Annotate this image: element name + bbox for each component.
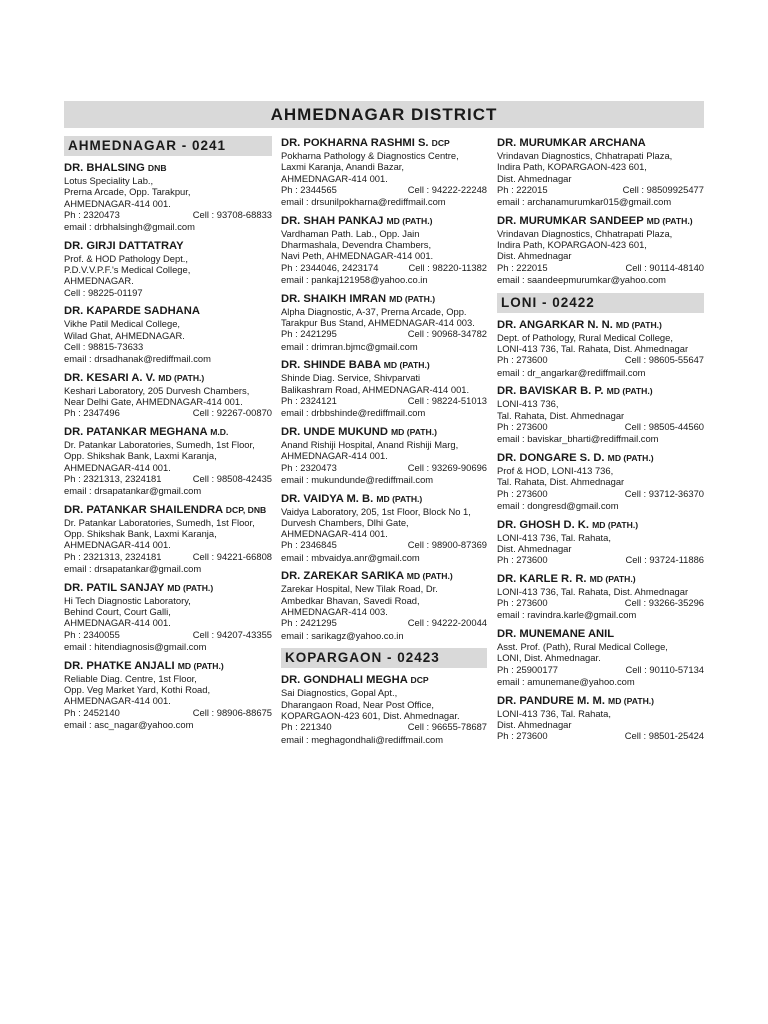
address-line: Opp. Shikshak Bank, Laxmi Karanja,	[64, 528, 217, 540]
contact-row	[281, 395, 487, 408]
doctor-name-line	[497, 384, 704, 398]
address-line: Durvesh Chambers, Dlhi Gate,	[281, 516, 409, 528]
doctor-qualification: MD (PATH.)	[589, 573, 636, 584]
directory-entry	[281, 425, 487, 487]
directory-entry	[64, 304, 272, 366]
phone-number: Ph : 222015	[497, 261, 548, 273]
cell-number: Cell : 90114-48140	[625, 261, 704, 273]
directory-entry	[281, 673, 487, 746]
doctor-qualification: MD (PATH.)	[592, 519, 639, 530]
address-line: AHMEDNAGAR-414 001.	[281, 528, 388, 540]
cell-number: Cell : 90110-57134	[625, 663, 704, 675]
directory-entry	[281, 214, 487, 287]
doctor-name-line	[281, 425, 487, 439]
doctor-name-line	[64, 659, 272, 673]
doctor-name-line	[497, 627, 704, 641]
address-line: Dist. Ahmednagar	[497, 718, 572, 730]
phone-number: Ph : 2320473	[281, 461, 337, 473]
doctor-name-line	[497, 572, 704, 586]
doctor-name: DR. PATANKAR SHAILENDRA	[64, 503, 223, 516]
contact-row	[497, 354, 704, 367]
address-line: Vardhaman Path. Lab., Opp. Jain	[281, 227, 420, 239]
address-line: LONI-413 736, Tal. Rahata, Dist. Ahmednagar	[497, 343, 689, 355]
email-address: email : sarikagz@yahoo.co.in	[281, 629, 404, 641]
doctor-name: DR. MURUMKAR ARCHANA	[497, 137, 646, 149]
phone-number: Ph : 2347496	[64, 407, 120, 419]
address-line: LONI-413 736,	[497, 398, 559, 410]
contact-row	[497, 730, 704, 743]
email-address: email : dr_angarkar@rediffmail.com	[497, 366, 646, 378]
contact-row	[497, 262, 704, 275]
doctor-name: DR. KESARI A. V.	[64, 371, 156, 384]
contact-row	[64, 209, 272, 222]
phone-number: Ph : 2421295	[281, 617, 337, 629]
email-address: email : drsadhanak@rediffmail.com	[64, 353, 211, 365]
address-line: AHMEDNAGAR-414 003.	[281, 606, 388, 618]
doctor-qualification: M.D.	[210, 426, 229, 437]
email-address: email : amunemane@yahoo.com	[497, 676, 635, 688]
address-line: Dept. of Pathology, Rural Medical College,	[497, 331, 673, 343]
contact-row	[64, 287, 272, 300]
doctor-name: DR. BHALSING	[64, 162, 145, 174]
contact-row	[281, 184, 487, 197]
phone-number: Ph : 2320473	[64, 208, 120, 220]
cell-number: Cell : 92267-00870	[192, 407, 272, 419]
email-address: email : drbhalsingh@gmail.com	[64, 221, 195, 233]
email-address: email : asc_nagar@yahoo.com	[64, 719, 194, 731]
contact-row	[281, 462, 487, 475]
phone-number: Ph : 273600	[497, 730, 548, 742]
doctor-name-line	[281, 214, 487, 228]
directory-entry	[64, 161, 272, 234]
phone-number: Cell : 98225-01197	[64, 286, 143, 298]
page-title: AHMEDNAGAR DISTRICT	[64, 101, 704, 128]
directory-entry	[497, 451, 704, 513]
phone-number: Ph : 273600	[497, 354, 548, 366]
address-line: Laxmi Karanja, Anandi Bazar,	[281, 161, 404, 173]
cell-number: Cell : 98605-55647	[624, 354, 704, 366]
doctor-qualification: MD (PATH.)	[406, 571, 453, 582]
doctor-name-line	[497, 694, 704, 708]
address-line: Pokharna Pathology & Diagnostics Centre,	[281, 150, 459, 161]
cell-number: Cell : 93266-35296	[624, 596, 704, 608]
cell-number: Cell : 94222-20044	[407, 617, 487, 629]
address-line: AHMEDNAGAR-414 001.	[64, 695, 171, 707]
email-address: email : drbbshinde@rediffmail.com	[281, 407, 426, 419]
phone-number: Ph : 2452140	[64, 706, 120, 718]
address-line: Indira Path, KOPARGAON-423 601,	[497, 161, 647, 173]
address-line: Vrindavan Diagnostics, Chhatrapati Plaza,	[497, 227, 673, 239]
email-address: email : saandeepmurumkar@yahoo.com	[497, 274, 666, 286]
section-header: KOPARGAON - 02423	[281, 648, 487, 668]
column-1	[64, 136, 272, 737]
contact-row	[281, 721, 487, 734]
address-line: AHMEDNAGAR.	[64, 275, 134, 287]
contact-row	[64, 629, 272, 642]
contact-row	[281, 617, 487, 630]
doctor-name: DR. PATANKAR MEGHANA	[64, 425, 208, 438]
address-line: Dist. Ahmednagar	[497, 542, 572, 554]
contact-row	[64, 341, 272, 354]
phone-number: Ph : 2324121	[281, 394, 337, 406]
address-line: P.D.V.V.P.F.'s Medical College,	[64, 264, 191, 276]
address-line: AHMEDNAGAR-414 001.	[64, 539, 171, 551]
phone-number: Ph : 2421295	[281, 328, 337, 340]
doctor-name: DR. DONGARE S. D.	[497, 451, 605, 464]
phone-number: Ph : 2340055	[64, 628, 120, 640]
address-line: Tal. Rahata, Dist. Ahmednagar	[497, 409, 625, 421]
doctor-name-line	[64, 239, 272, 253]
email-address: email : drsapatankar@gmail.com	[64, 563, 202, 575]
address-line: Sai Diagnostics, Gopal Apt.,	[281, 687, 398, 699]
address-line: LONI, Dist. Ahmednagar.	[497, 652, 601, 664]
doctor-qualification: MD (PATH.)	[376, 493, 423, 504]
directory-entry	[64, 659, 272, 732]
directory-entry	[64, 371, 272, 420]
doctor-name: DR. KAPARDE SADHANA	[64, 305, 200, 318]
doctor-name: DR. BAVISKAR B. P.	[497, 385, 604, 398]
doctor-name-line	[281, 136, 487, 150]
doctor-qualification: MD (PATH.)	[386, 215, 433, 226]
address-line: Shinde Diag. Service, Shivparvati	[281, 372, 421, 384]
doctor-name-line	[64, 304, 272, 318]
doctor-name: DR. VAIDYA M. B.	[281, 492, 374, 505]
address-line: Balikashram Road, AHMEDNAGAR-414 001.	[281, 383, 470, 395]
address-line: AHMEDNAGAR-414 001.	[281, 450, 388, 462]
contact-row	[64, 473, 272, 486]
cell-number: Cell : 90968-34782	[407, 328, 487, 340]
doctor-qualification: MD (PATH.)	[391, 426, 437, 437]
email-address: email : drimran.bjmc@gmail.com	[281, 340, 418, 352]
phone-number: Ph : 273600	[497, 554, 548, 566]
directory-entry	[281, 358, 487, 420]
doctor-name: DR. SHAIKH IMRAN	[281, 292, 387, 305]
directory-entry	[64, 581, 272, 654]
doctor-name: DR. UNDE MUKUND	[281, 425, 388, 438]
doctor-qualification: MD (PATH.)	[177, 660, 224, 671]
contact-row	[64, 551, 272, 564]
doctor-name-line	[281, 673, 487, 687]
email-address: email : archanamurumkar015@gmail.com	[497, 196, 672, 208]
address-line: Opp. Shikshak Bank, Laxmi Karanja,	[64, 450, 217, 462]
doctor-qualification: DCP	[431, 138, 450, 148]
address-line: Wilad Ghat, AHMEDNAGAR.	[64, 329, 185, 341]
phone-number: Ph : 2346845	[281, 539, 337, 551]
doctor-name: DR. SHAH PANKAJ	[281, 214, 384, 227]
doctor-qualification: MD (PATH.)	[389, 293, 436, 304]
doctor-name-line	[281, 569, 487, 583]
contact-row	[281, 328, 487, 341]
doctor-name-line	[64, 161, 272, 175]
directory-entry	[497, 214, 704, 287]
address-line: Reliable Diag. Centre, 1st Floor,	[64, 672, 197, 684]
column-2	[281, 136, 487, 751]
phone-number: Ph : 273600	[497, 487, 548, 499]
phone-number: Ph : 221340	[281, 721, 332, 733]
address-line: Tal. Rahata, Dist. Ahmednagar	[497, 476, 625, 488]
directory-entry	[281, 136, 487, 209]
contact-row	[281, 539, 487, 552]
doctor-name: DR. MURUMKAR SANDEEP	[497, 214, 644, 227]
address-line: Vaidya Laboratory, 205, 1st Floor, Block No 1,	[281, 505, 471, 517]
cell-number: Cell : 98900-87369	[407, 539, 487, 551]
doctor-qualification: MD (PATH.)	[606, 386, 653, 397]
doctor-name: DR. PHATKE ANJALI	[64, 659, 175, 672]
doctor-name: DR. PANDURE M. M.	[497, 694, 605, 707]
cell-number: Cell : 93269-90696	[407, 461, 487, 473]
doctor-name-line	[64, 503, 272, 517]
cell-number: Cell : 98509925477	[622, 183, 704, 195]
doctor-name-line	[64, 425, 272, 439]
doctor-name-line	[497, 214, 704, 228]
doctor-name: DR. KARLE R. R.	[497, 572, 587, 585]
address-line: Opp. Veg Market Yard, Kothi Road,	[64, 683, 211, 695]
doctor-qualification: MD (PATH.)	[615, 319, 662, 330]
address-line: Keshari Laboratory, 205 Durvesh Chambers,	[64, 384, 250, 396]
email-address: email : mukundunde@rediffmail.com	[281, 474, 434, 486]
directory-entry	[497, 318, 704, 380]
doctor-name: DR. GHOSH D. K.	[497, 518, 589, 531]
phone-number: Ph : 2321313, 2324181	[64, 550, 162, 562]
phone-number: Ph : 25900177	[497, 663, 558, 675]
email-address: email : pankaj121958@yahoo.co.in	[281, 274, 428, 286]
email-address: email : baviskar_bharti@rediffmail.com	[497, 433, 659, 445]
phone-number: Ph : 273600	[497, 420, 548, 432]
doctor-name-line	[281, 492, 487, 506]
cell-number: Cell : 93724-11886	[625, 554, 704, 566]
directory-entry	[497, 572, 704, 622]
address-line: Dr. Patankar Laboratories, Sumedh, 1st Floor,	[64, 438, 255, 450]
section-header: AHMEDNAGAR - 0241	[64, 136, 272, 156]
address-line: Dharangaon Road, Near Post Office,	[281, 698, 435, 710]
address-line: KOPARGAON-423 601, Dist. Ahmednagar.	[281, 709, 460, 721]
address-line: LONI-413 736, Tal. Rahata,	[497, 531, 611, 543]
cell-number: Cell : 98224-51013	[407, 394, 487, 406]
cell-number: Cell : 93712-36370	[624, 487, 704, 499]
address-line: AHMEDNAGAR-414 001.	[64, 617, 171, 629]
doctor-name-line	[64, 371, 272, 385]
email-address: email : dongresd@gmail.com	[497, 500, 619, 512]
contact-row	[497, 488, 704, 501]
directory-entry	[281, 292, 487, 354]
contact-row	[64, 707, 272, 720]
directory-entry	[497, 518, 704, 567]
contact-row	[497, 421, 704, 434]
address-line: Dist. Ahmednagar	[497, 172, 572, 184]
doctor-name-line	[64, 581, 272, 595]
doctor-qualification: MD (PATH.)	[158, 372, 205, 383]
address-line: Dr. Patankar Laboratories, Sumedh, 1st Floor,	[64, 516, 255, 528]
cell-number: Cell : 98508-42435	[192, 472, 272, 484]
email-address: email : hitendiagnosis@gmail.com	[64, 641, 207, 653]
address-line: Dharmashala, Devendra Chambers,	[281, 239, 432, 251]
address-line: Navi Peth, AHMEDNAGAR-414 001.	[281, 250, 434, 262]
directory-entry	[64, 425, 272, 498]
address-line: Tarakpur Bus Stand, AHMEDNAGAR-414 003.	[281, 317, 475, 329]
doctor-name-line	[281, 358, 487, 372]
doctor-name: DR. ZAREKAR SARIKA	[281, 570, 404, 583]
directory-entry	[64, 503, 272, 576]
doctor-name: DR. POKHARNA RASHMI S.	[281, 137, 429, 149]
cell-number: Cell : 94222-22248	[407, 183, 487, 195]
doctor-qualification: DCP	[410, 675, 429, 686]
address-line: Prerna Arcade, Opp. Tarakpur,	[64, 186, 191, 198]
contact-row	[497, 554, 704, 567]
address-line: Near Delhi Gate, AHMEDNAGAR-414 001.	[64, 396, 243, 408]
address-line: Asst. Prof. (Path), Rural Medical College,	[497, 640, 668, 652]
directory-entry	[64, 239, 272, 299]
section-header: LONI - 02422	[497, 293, 704, 313]
contact-row	[64, 407, 272, 420]
doctor-name-line	[497, 518, 704, 532]
doctor-qualification: MD (PATH.)	[608, 695, 655, 706]
cell-number: Cell : 98501-25424	[624, 730, 704, 742]
doctor-qualification: MD (PATH.)	[383, 360, 430, 371]
cell-number: Cell : 94207-43355	[192, 628, 272, 640]
doctor-qualification: MD (PATH.)	[607, 452, 654, 463]
address-line: Hi Tech Diagnostic Laboratory,	[64, 594, 191, 606]
address-line: AHMEDNAGAR-414 001.	[64, 197, 171, 209]
directory-entry	[497, 694, 704, 743]
address-line: LONI-413 736, Tal. Rahata, Dist. Ahmednagar	[497, 585, 689, 597]
doctor-name: DR. SHINDE BABA	[281, 359, 381, 372]
doctor-name-line	[281, 292, 487, 306]
directory-entry	[281, 569, 487, 642]
address-line: Zarekar Hospital, New Tilak Road, Dr.	[281, 583, 438, 595]
contact-row	[497, 664, 704, 677]
doctor-qualification: DNB	[147, 163, 167, 173]
doctor-name-line	[497, 318, 704, 332]
address-line: Indira Path, KOPARGAON-423 601,	[497, 239, 647, 251]
phone-number: Ph : 2321313, 2324181	[64, 472, 162, 484]
email-address: email : meghagondhali@rediffmail.com	[281, 733, 444, 745]
doctor-name-line	[497, 136, 704, 150]
contact-row	[497, 184, 704, 197]
email-address: email : mbvaidya.anr@gmail.com	[281, 551, 420, 563]
doctor-name: DR. ANGARKAR N. N.	[497, 318, 613, 331]
address-line: Behind Court, Court Galli,	[64, 606, 171, 618]
directory-entry	[497, 384, 704, 446]
email-address: email : drsunilpokharna@rediffmail.com	[281, 196, 446, 208]
doctor-name: DR. MUNEMANE ANIL	[497, 627, 615, 640]
address-line: Ambedkar Bhavan, Savedi Road,	[281, 594, 420, 606]
address-line: Lotus Speciality Lab.,	[64, 175, 154, 186]
address-line: AHMEDNAGAR-414 001.	[281, 172, 388, 184]
cell-number: Cell : 96655-78687	[407, 721, 487, 733]
cell-number: Cell : 94221-66808	[192, 550, 272, 562]
address-line: AHMEDNAGAR-414 001.	[64, 461, 171, 473]
doctor-qualification: MD (PATH.)	[167, 582, 214, 593]
cell-number: Cell : 98505-44560	[624, 420, 704, 432]
email-address: email : ravindra.karle@gmail.com	[497, 609, 637, 621]
phone-number: Ph : 2344565	[281, 183, 337, 195]
cell-number: Cell : 98906-88675	[192, 706, 272, 718]
cell-number: Cell : 98220-11382	[408, 261, 487, 273]
doctor-qualification: DCP, DNB	[225, 504, 267, 515]
column-3	[497, 136, 704, 748]
address-line: Prof & HOD, LONI-413 736,	[497, 464, 614, 476]
address-line: Vikhe Patil Medical College,	[64, 318, 181, 330]
address-line: Vrindavan Diagnostics, Chhatrapati Plaza,	[497, 150, 673, 161]
phone-number: Cell : 98815-73633	[64, 340, 144, 352]
address-line: Alpha Diagnostic, A-37, Prerna Arcade, Opp.	[281, 305, 467, 317]
doctor-qualification: MD (PATH.)	[646, 215, 693, 226]
address-line: Prof. & HOD Pathology Dept.,	[64, 252, 189, 264]
phone-number: Ph : 273600	[497, 596, 548, 608]
contact-row	[281, 262, 487, 275]
phone-number: Ph : 2344046, 2423174	[281, 261, 379, 273]
doctor-name-line	[497, 451, 704, 465]
directory-entry	[497, 136, 704, 209]
contact-row	[497, 597, 704, 610]
doctor-name: DR. PATIL SANJAY	[64, 581, 165, 594]
phone-number: Ph : 222015	[497, 183, 548, 195]
doctor-name: DR. GIRJI DATTATRAY	[64, 239, 184, 252]
email-address: email : drsapatankar@gmail.com	[64, 485, 202, 497]
directory-entry	[281, 492, 487, 565]
address-line: Dist. Ahmednagar	[497, 250, 572, 262]
address-line: LONI-413 736, Tal. Rahata,	[497, 707, 611, 719]
address-line: Anand Rishiji Hospital, Anand Rishiji Marg,	[281, 438, 459, 450]
doctor-name: DR. GONDHALI MEGHA	[281, 674, 408, 687]
cell-number: Cell : 93708-68833	[192, 208, 272, 220]
directory-entry	[497, 627, 704, 689]
